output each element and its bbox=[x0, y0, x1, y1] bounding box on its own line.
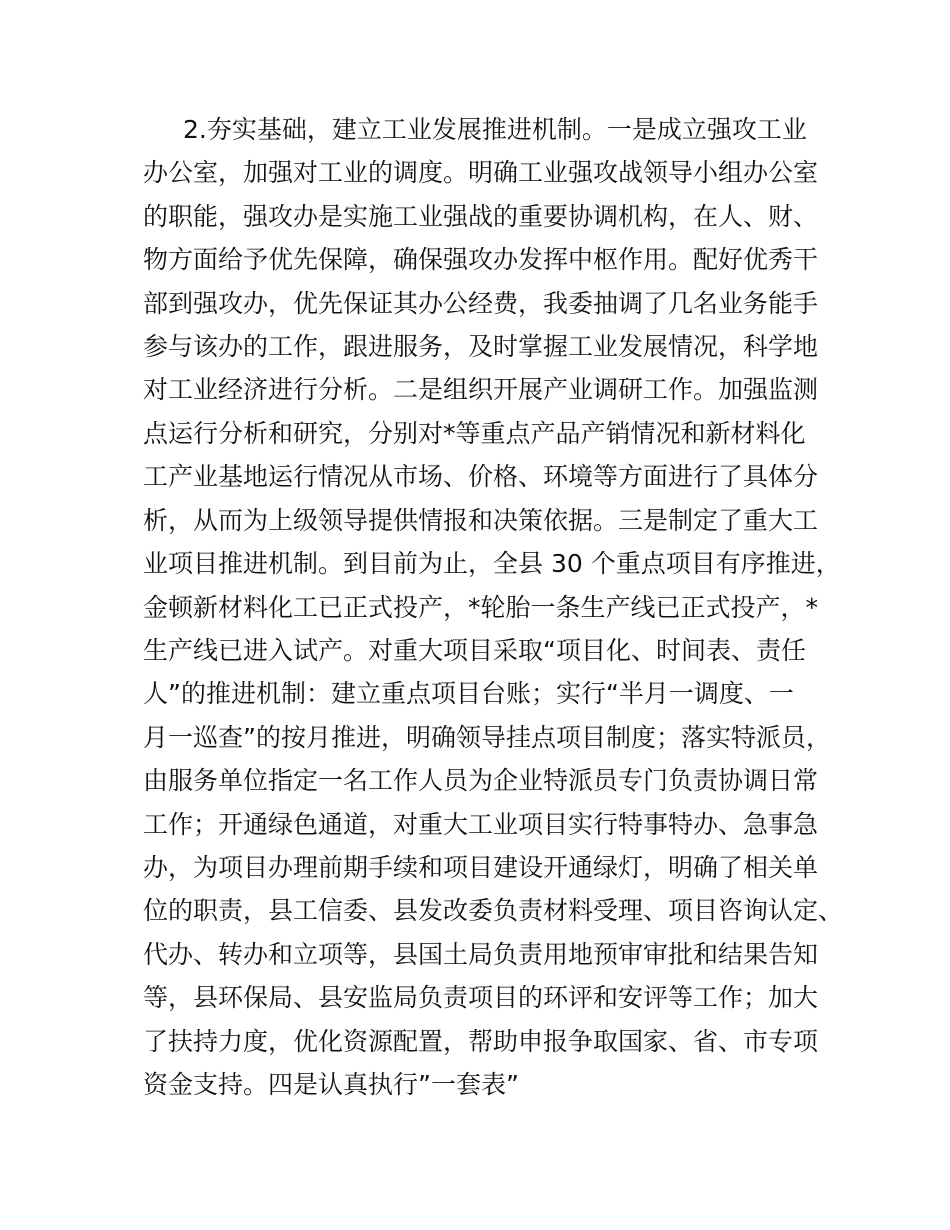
paragraph-line: 物方面给予优先保障，确保强攻办发挥中枢作用。配好优秀干 bbox=[143, 245, 819, 275]
paragraph-line: 位的职责，县工信委、县发改委负责材料受理、项目咨询认定、 bbox=[143, 896, 844, 926]
paragraph-line: 等，县环保局、县安监局负责项目的环评和安评等工作；加大 bbox=[143, 983, 819, 1013]
paragraph-line: 办，为项目办理前期手续和项目建设开通绿灯，明确了相关单 bbox=[143, 852, 819, 882]
paragraph-line: 了扶持力度，优化资源配置，帮助申报争取国家、省、市专项 bbox=[143, 1026, 819, 1056]
paragraph-line: 资金支持。四是认真执行”一套表” bbox=[143, 1070, 519, 1099]
paragraph-line: 参与该办的工作，跟进服务，及时掌握工业发展情况，科学地 bbox=[143, 332, 819, 362]
paragraph-line: 人”的推进机制：建立重点项目台账；实行“半月一调度、一 bbox=[143, 679, 794, 709]
paragraph-line: 工作；开通绿色通道，对重大工业项目实行特事特办、急事急 bbox=[143, 809, 819, 839]
paragraph-line: 点运行分析和研究，分别对*等重点产品产销情况和新材料化 bbox=[143, 418, 806, 448]
paragraph-line: 月一巡查”的按月推进，明确领导挂点项目制度；落实特派员， bbox=[143, 722, 831, 752]
paragraph-line: 业项目推进机制。到目前为止，全县 30 个重点项目有序推进， bbox=[143, 549, 841, 579]
paragraph-line: 对工业经济进行分析。二是组织开展产业调研工作。加强监测 bbox=[143, 375, 819, 405]
paragraph-line: 代办、转办和立项等，县国土局负责用地预审审批和结果告知 bbox=[143, 939, 819, 969]
paragraph-line: 生产线已进入试产。对重大项目采取“项目化、时间表、责任 bbox=[143, 635, 806, 665]
paragraph-line: 办公室，加强对工业的调度。明确工业强攻战领导小组办公室 bbox=[143, 158, 819, 188]
paragraph-line: 部到强攻办，优先保证其办公经费，我委抽调了几名业务能手 bbox=[143, 288, 819, 318]
paragraph-line: 金顿新材料化工已正式投产，*轮胎一条生产线已正式投产，* bbox=[143, 592, 819, 622]
paragraph-line: 的职能，强攻办是实施工业强战的重要协调机构，在人、财、 bbox=[143, 201, 819, 231]
paragraph-line: 析，从而为上级领导提供情报和决策依据。三是制定了重大工 bbox=[143, 505, 819, 535]
paragraph-line: 工产业基地运行情况从市场、价格、环境等方面进行了具体分 bbox=[143, 462, 819, 492]
paragraph-line: 由服务单位指定一名工作人员为企业特派员专门负责协调日常 bbox=[143, 766, 819, 796]
paragraph-line: 2.夯实基础，建立工业发展推进机制。一是成立强攻工业 bbox=[183, 115, 807, 144]
